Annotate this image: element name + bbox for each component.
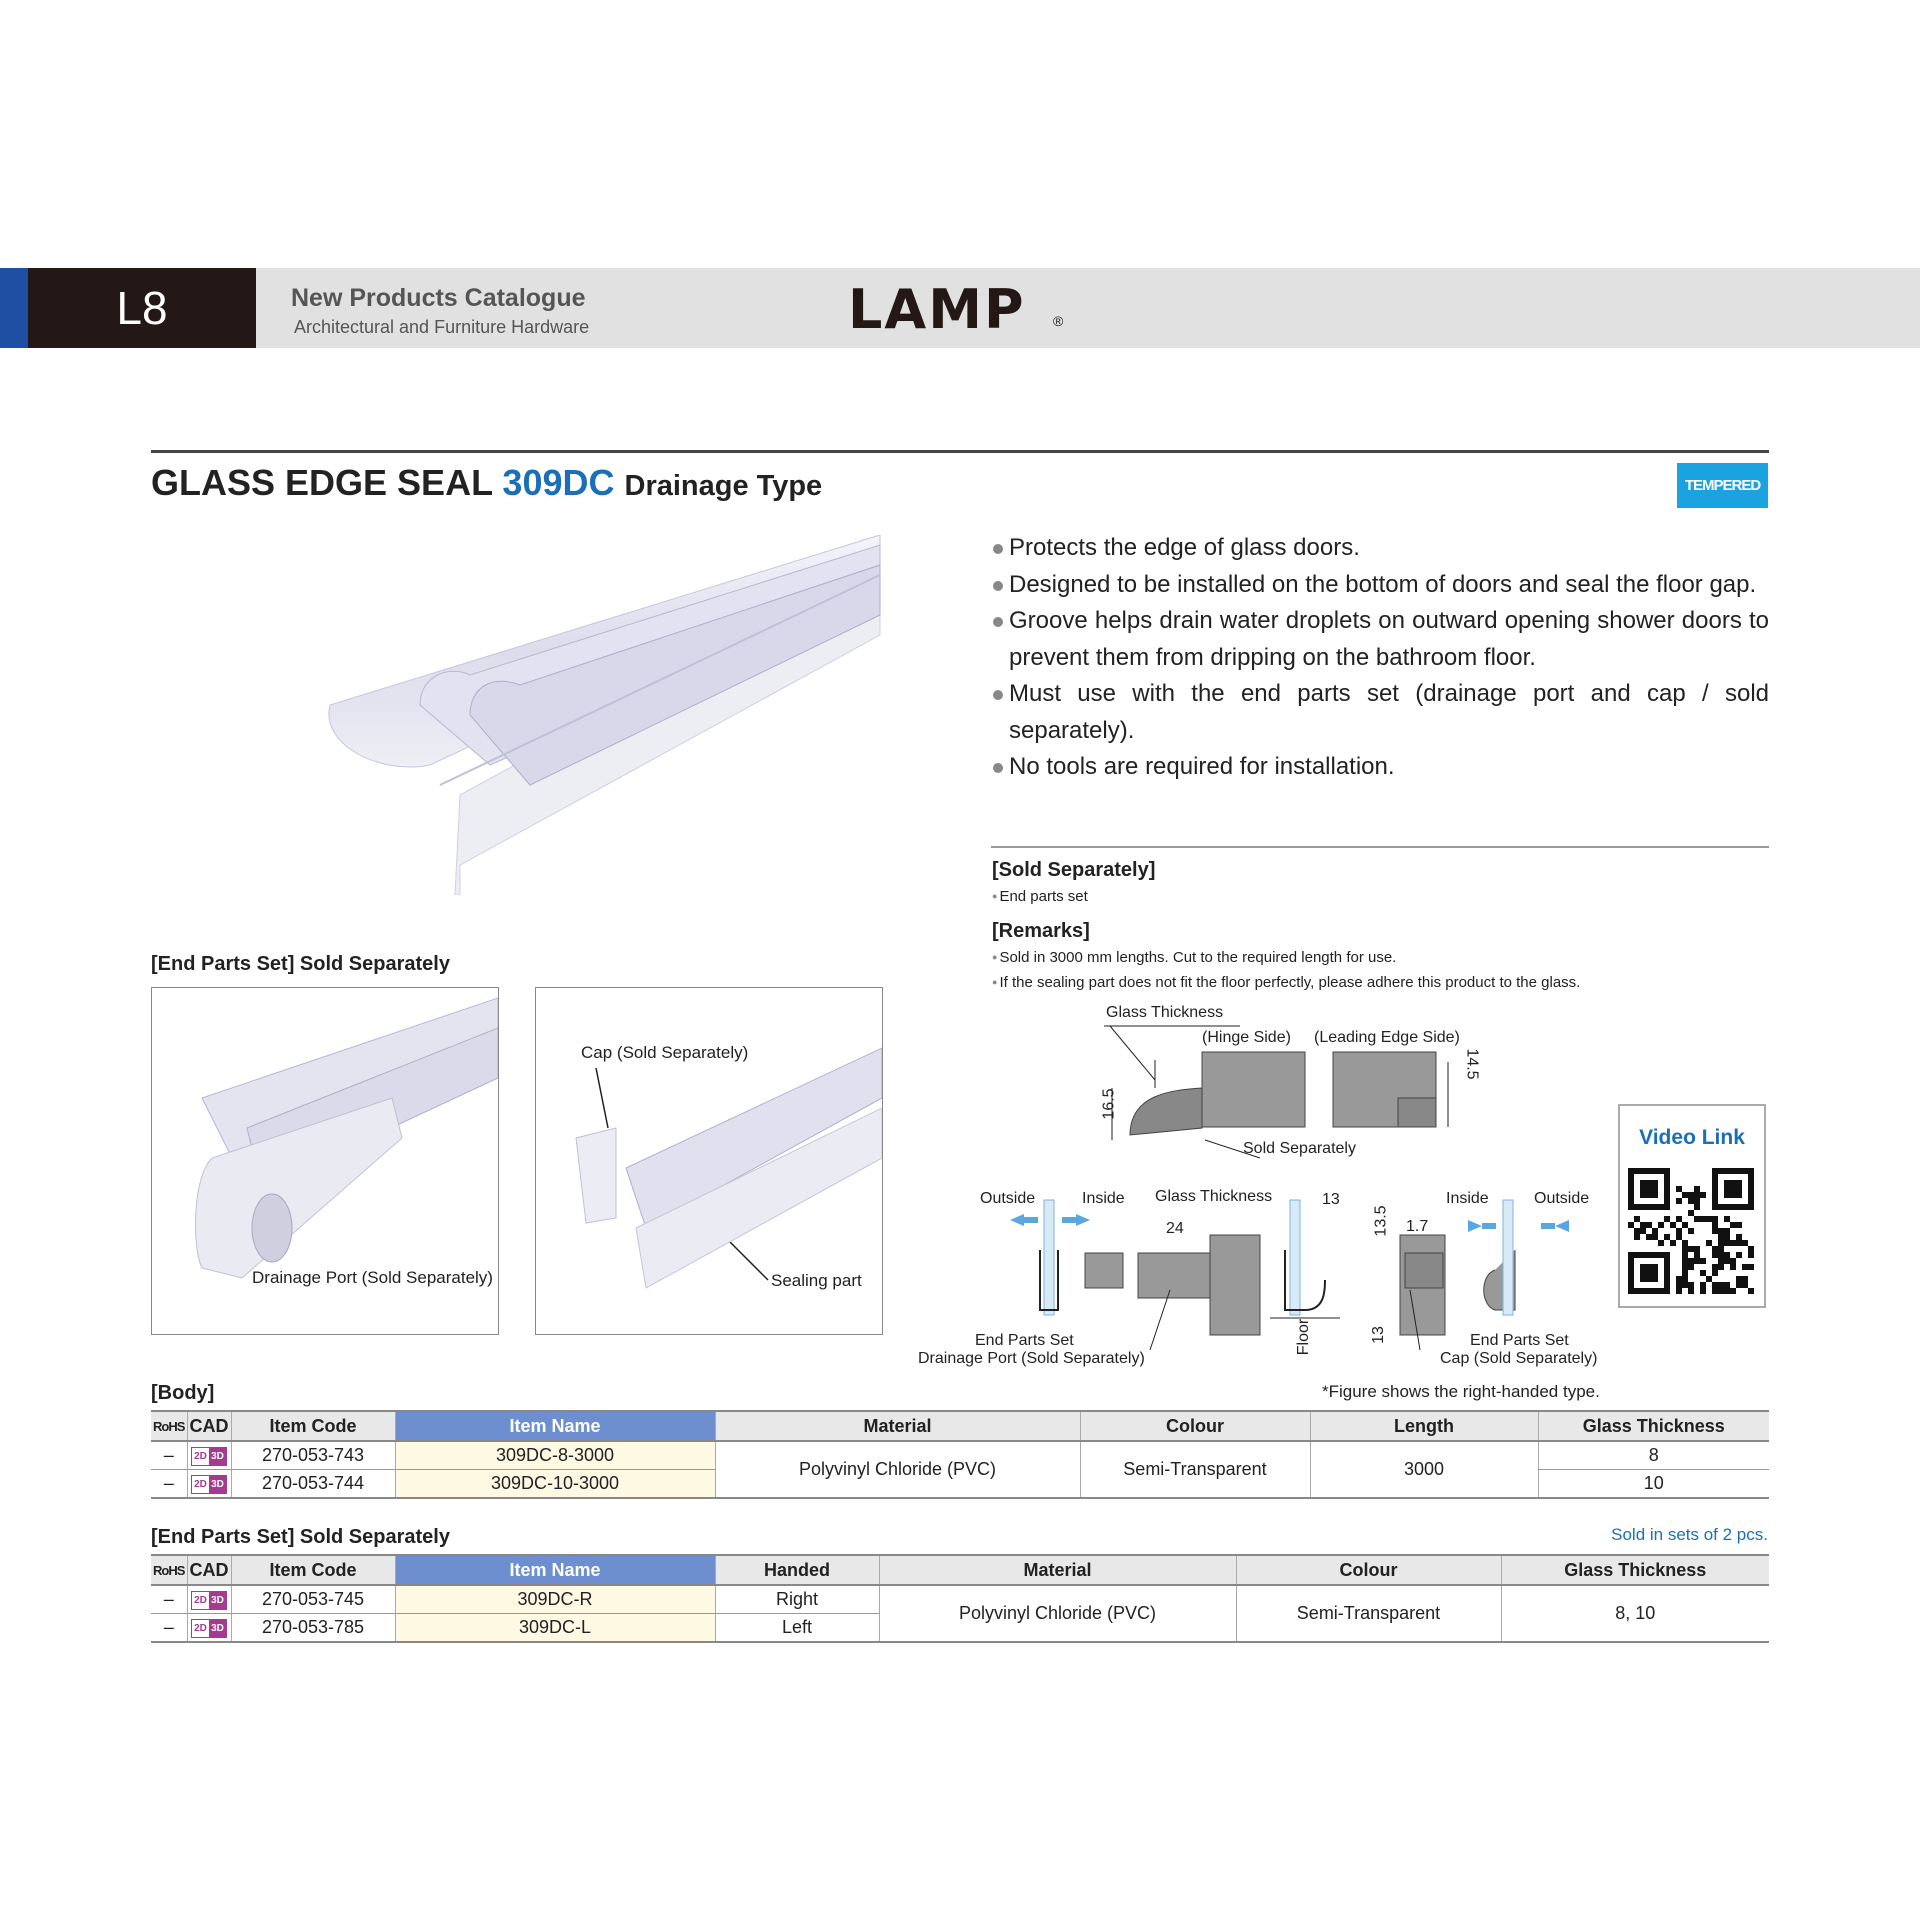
handed-cell: Right (715, 1585, 879, 1614)
qr-code-icon[interactable] (1628, 1168, 1754, 1294)
outside-label-left: Outside (980, 1190, 1036, 1207)
dim-16-5: 16.5 (1100, 1088, 1118, 1120)
parts-table-heading: [End Parts Set] Sold Separately (151, 1526, 450, 1548)
remark-item: ● Sold in 3000 mm lengths. Cut to the required length for use. (992, 949, 1396, 966)
leading-edge-side-label: (Leading Edge Side) (1314, 1029, 1460, 1046)
feature-item: Protects the edge of glass doors. (991, 530, 1769, 567)
item-name-cell: 309DC-R (395, 1585, 715, 1614)
product-code: 309DC (502, 462, 615, 503)
dim-14-5: 14.5 (1463, 1048, 1481, 1080)
feature-item: No tools are required for installation. (991, 749, 1769, 786)
col-glass-thickness: Glass Thickness (1538, 1411, 1769, 1441)
item-code-cell: 270-053-745 (231, 1585, 395, 1614)
floor-label: Floor (1295, 1318, 1313, 1356)
dim-glass-thickness-top: Glass Thickness (1106, 1004, 1224, 1021)
col-cad: CAD (187, 1411, 231, 1441)
feature-list (991, 530, 1769, 786)
header-accent-bar (0, 268, 28, 348)
col-material: Material (715, 1411, 1080, 1441)
section-divider (991, 846, 1769, 848)
cad-download-icon[interactable]: 2D 3D (191, 1619, 227, 1638)
colour-cell: Semi-Transparent (1236, 1585, 1501, 1642)
brand-logo: LAMP (848, 278, 1026, 341)
col-rohs: RoHS (151, 1555, 187, 1585)
right-end-parts-label: End Parts Set (1470, 1332, 1569, 1349)
body-table-heading: [Body] (151, 1382, 215, 1404)
cap-photo (535, 987, 883, 1335)
handed-cell: Left (715, 1614, 879, 1643)
length-cell: 3000 (1310, 1441, 1538, 1498)
item-name-cell: 309DC-L (395, 1614, 715, 1643)
right-cap-label: Cap (Sold Separately) (1440, 1350, 1598, 1367)
drainage-port-photo (151, 987, 499, 1335)
figure-note: *Figure shows the right-handed type. (1322, 1382, 1600, 1401)
table-row (151, 1585, 1769, 1614)
col-colour: Colour (1236, 1555, 1501, 1585)
cap-callout: Cap (Sold Separately) (581, 1043, 749, 1062)
rohs-cell: – (151, 1585, 187, 1614)
col-item-code: Item Code (231, 1411, 395, 1441)
remark-item: ● If the sealing part does not fit the floor perfectly, please adhere this product to the glass. (992, 974, 1580, 991)
end-parts-spec-table (151, 1554, 1769, 1643)
item-code-cell: 270-053-785 (231, 1614, 395, 1643)
thickness-cell: 8 (1538, 1441, 1769, 1470)
rohs-cell: – (151, 1441, 187, 1470)
left-drainage-port-label: Drainage Port (Sold Separately) (918, 1350, 1145, 1367)
rohs-cell: – (151, 1614, 187, 1643)
sealing-part-callout: Sealing part (771, 1271, 862, 1290)
inside-label-left: Inside (1082, 1190, 1125, 1207)
col-cad: CAD (187, 1555, 231, 1585)
sold-separately-diagram-label: Sold Separately (1243, 1140, 1356, 1157)
catalogue-subtitle: Architectural and Furniture Hardware (294, 317, 590, 337)
col-rohs: RoHS (151, 1411, 187, 1441)
catalogue-title: New Products Catalogue (291, 284, 586, 312)
col-item-name: Item Name (395, 1411, 715, 1441)
material-cell: Polyvinyl Chloride (PVC) (715, 1441, 1080, 1498)
cad-cell[interactable] (187, 1441, 231, 1470)
video-link-label[interactable]: Video Link (1639, 1126, 1745, 1149)
col-item-name: Item Name (395, 1555, 715, 1585)
left-end-parts-label: End Parts Set (975, 1332, 1074, 1349)
col-material: Material (879, 1555, 1236, 1585)
material-cell: Polyvinyl Chloride (PVC) (879, 1585, 1236, 1642)
feature-item: Groove helps drain water droplets on outward opening shower doors to prevent them from dripping on the bathroom floor. (991, 603, 1769, 676)
item-name-cell: 309DC-10-3000 (395, 1470, 715, 1499)
col-handed: Handed (715, 1555, 879, 1585)
sold-separately-item: ● End parts set (992, 888, 1088, 905)
cad-cell[interactable] (187, 1585, 231, 1614)
registered-mark: ® (1053, 313, 1064, 329)
hinge-side-label: (Hinge Side) (1202, 1029, 1291, 1046)
product-title (151, 462, 822, 504)
cad-download-icon[interactable]: 2D 3D (191, 1591, 227, 1610)
body-spec-table (151, 1410, 1769, 1499)
dim-13-5: 13.5 (1372, 1205, 1390, 1237)
product-photo-main (320, 535, 890, 895)
colour-cell: Semi-Transparent (1080, 1441, 1310, 1498)
dim-24: 24 (1166, 1220, 1184, 1237)
sold-separately-heading: [Sold Separately] (992, 859, 1156, 881)
col-colour: Colour (1080, 1411, 1310, 1441)
item-name-cell: 309DC-8-3000 (395, 1441, 715, 1470)
drainage-port-callout: Drainage Port (Sold Separately) (252, 1268, 493, 1287)
outside-label-right: Outside (1534, 1190, 1590, 1207)
dim-1-7: 1.7 (1406, 1218, 1429, 1235)
product-subtitle: Drainage Type (624, 470, 823, 502)
remarks-heading: [Remarks] (992, 920, 1090, 942)
item-code-cell: 270-053-743 (231, 1441, 395, 1470)
end-parts-photo-heading: [End Parts Set] Sold Separately (151, 953, 450, 975)
dim-glass-thickness-bottom: Glass Thickness (1155, 1188, 1273, 1205)
col-item-code: Item Code (231, 1555, 395, 1585)
thickness-cell: 10 (1538, 1470, 1769, 1499)
table-row (151, 1441, 1769, 1470)
cad-cell[interactable] (187, 1614, 231, 1643)
sold-in-sets-note: Sold in sets of 2 pcs. (1611, 1525, 1768, 1544)
cad-download-icon[interactable]: 2D 3D (191, 1475, 227, 1494)
dim-13-top: 13 (1322, 1191, 1340, 1208)
thickness-cell: 8, 10 (1501, 1585, 1769, 1642)
feature-item: Designed to be installed on the bottom of doors and seal the floor gap. (991, 567, 1769, 604)
page-number: L8 (116, 282, 168, 334)
tempered-glass-badge: TEMPERED GLASS (1677, 463, 1768, 508)
cad-download-icon[interactable]: 2D 3D (191, 1447, 227, 1466)
dim-13-side: 13 (1369, 1326, 1387, 1344)
title-rule (151, 450, 1769, 453)
inside-label-right: Inside (1446, 1190, 1489, 1207)
rohs-cell: – (151, 1470, 187, 1499)
cad-cell[interactable] (187, 1470, 231, 1499)
col-length: Length (1310, 1411, 1538, 1441)
feature-item: Must use with the end parts set (drainage port and cap / sold separately). (991, 676, 1769, 749)
col-glass-thickness: Glass Thickness (1501, 1555, 1769, 1585)
product-title-main: GLASS EDGE SEAL (151, 462, 493, 503)
item-code-cell: 270-053-744 (231, 1470, 395, 1499)
